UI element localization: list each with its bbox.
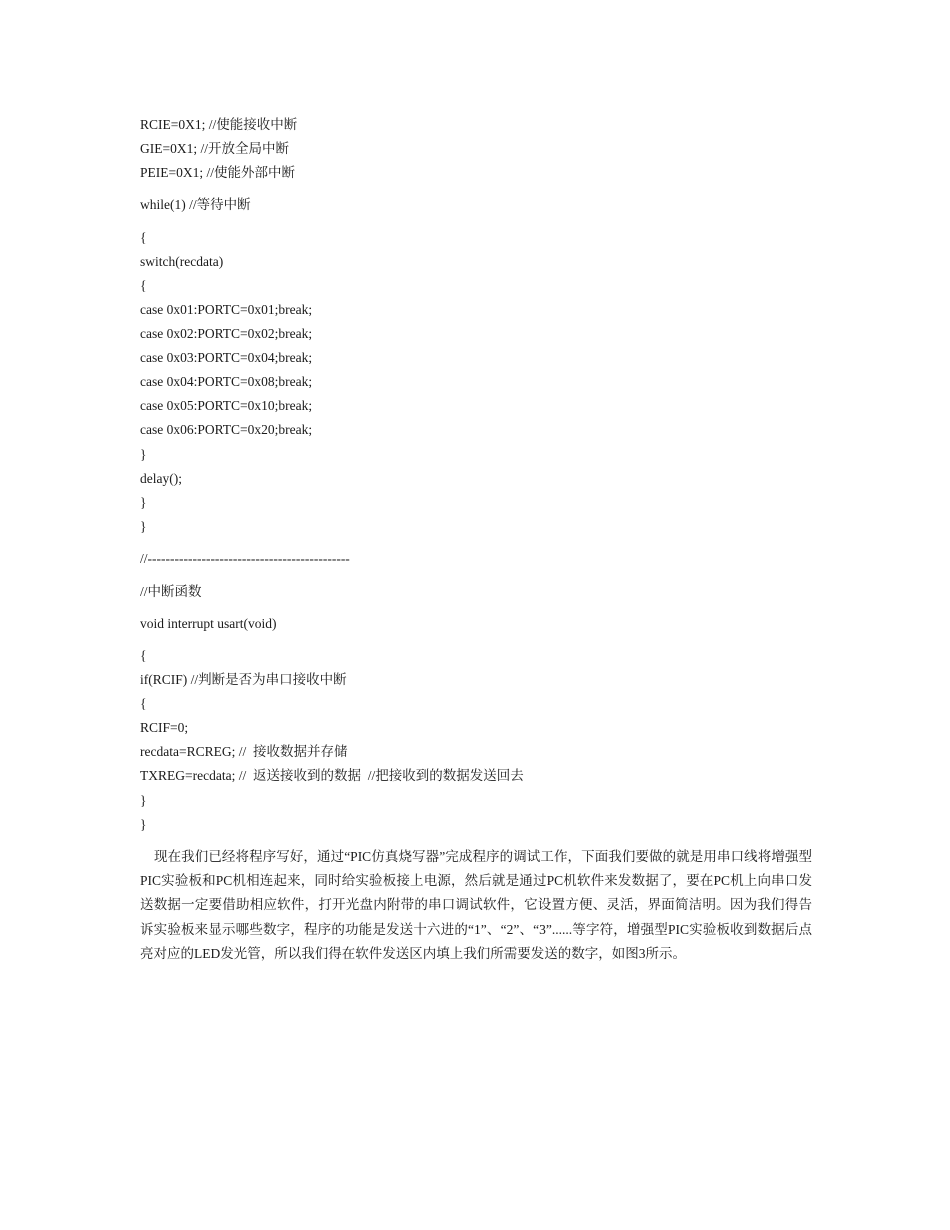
code-line: case 0x02:PORTC=0x02;break; (140, 326, 313, 341)
code-line: case 0x04:PORTC=0x08;break; (140, 374, 313, 389)
code-line: case 0x03:PORTC=0x04;break; (140, 350, 313, 365)
code-line: { (140, 696, 147, 711)
code-line: recdata=RCREG; // 接收数据并存储 (140, 744, 348, 759)
code-line: RCIF=0; (140, 720, 189, 735)
code-line: while(1) //等待中断 (140, 197, 251, 212)
code-line: RCIE=0X1; //使能接收中断 (140, 117, 298, 132)
code-line: GIE=0X1; //开放全局中断 (140, 141, 289, 156)
body-paragraph: 现在我们已经将程序写好，通过“PIC仿真烧写器”完成程序的调试工作，下面我们要做的就是用串口线将增强型PIC实验板和PC机相连起来，同时给实验板接上电源，然后就是通过PC机软件来发数据了，要在PC机上向串口发送数据一定要借助相应软件，打开光盘内附带的串口调试软件，它设置方便、灵活，界面简洁明。因为我们得告诉实验板来显示哪些数字，程序的功能是发送十六进的“1”、“2”、“3”......等字符，增强型PIC实验板收到数据后点亮对应的LED发光管，所以我们得在软件发送区内填上我们所需要发送的数字，如图3所示。 (140, 849, 812, 961)
code-line: { (140, 278, 147, 293)
code-line: } (140, 793, 147, 808)
code-line: } (140, 817, 147, 832)
code-line: case 0x05:PORTC=0x10;break; (140, 398, 313, 413)
code-line: { (140, 648, 147, 663)
code-line: //--------------------------------------------- (140, 551, 350, 566)
code-line: TXREG=recdata; // 返送接收到的数据 //把接收到的数据发送回去 (140, 768, 524, 783)
code-line: void interrupt usart(void) (140, 616, 277, 631)
code-line: switch(recdata) (140, 254, 224, 269)
code-line: //中断函数 (140, 584, 202, 599)
code-line: case 0x01:PORTC=0x01;break; (140, 302, 313, 317)
code-line: } (140, 519, 147, 534)
code-line: if(RCIF) //判断是否为串口接收中断 (140, 672, 347, 687)
code-line: delay(); (140, 471, 182, 486)
code-line: { (140, 230, 147, 245)
code-line: } (140, 495, 147, 510)
code-line: PEIE=0X1; //使能外部中断 (140, 165, 295, 180)
code-line: case 0x06:PORTC=0x20;break; (140, 422, 313, 437)
code-line: } (140, 447, 147, 462)
